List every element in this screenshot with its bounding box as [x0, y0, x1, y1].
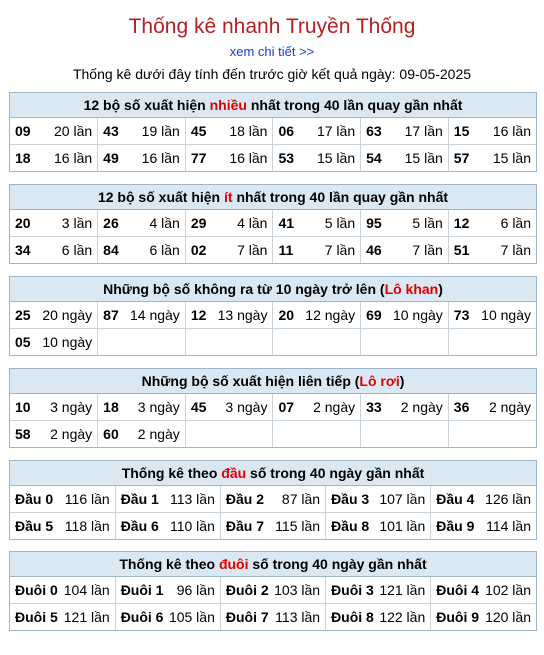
stat-key: 36 — [453, 399, 470, 415]
stat-cell — [98, 145, 186, 172]
stat-cell — [98, 118, 186, 145]
stats-section — [9, 368, 537, 448]
stat-value: 105 lần — [168, 609, 215, 625]
stat-cell — [10, 394, 98, 421]
stat-cell — [98, 421, 186, 448]
stat-value: 115 lần — [275, 518, 321, 534]
stat-value: 17 lần — [404, 123, 443, 139]
stat-cell — [273, 329, 361, 356]
stat-value: 3 ngày — [50, 399, 93, 415]
stat-key: 49 — [103, 150, 119, 166]
stat-key: Đuôi 2 — [225, 582, 269, 598]
stat-cell — [326, 486, 431, 513]
stat-key: 54 — [366, 150, 382, 166]
stat-key: Đầu 3 — [331, 491, 370, 507]
section-title-text: 12 bộ số xuất hiện — [97, 189, 224, 205]
stat-cell — [185, 421, 273, 448]
stat-value: 2 ngày — [400, 399, 443, 415]
stat-key: Đuôi 4 — [436, 582, 480, 598]
stat-value: 2 ngày — [313, 399, 356, 415]
stat-cell — [431, 486, 536, 513]
section-title-text: ) — [438, 281, 443, 297]
stat-value: 2 ngày — [488, 399, 531, 415]
stat-value: 104 lần — [63, 582, 110, 598]
stat-value: 20 ngày — [42, 307, 93, 323]
stat-cell — [115, 513, 220, 540]
stat-key: Đầu 7 — [225, 518, 264, 534]
section-title-text: 12 bộ số xuất hiện — [83, 97, 210, 113]
stat-key: Đuôi 8 — [331, 609, 374, 625]
stat-cell — [448, 421, 536, 448]
stat-value: 12 ngày — [305, 307, 356, 323]
page-title: Thống kê nhanh Truyền Thống — [128, 15, 416, 38]
stat-value: 96 lần — [176, 582, 215, 598]
stat-key: Đầu 0 — [15, 491, 54, 507]
stats-section — [9, 184, 537, 264]
stat-cell — [273, 421, 361, 448]
stat-cell — [185, 145, 273, 172]
stat-cell — [361, 394, 449, 421]
stat-value: 3 ngày — [137, 399, 180, 415]
stat-value: 121 lần — [379, 582, 426, 598]
stat-cell — [10, 210, 98, 237]
stat-key: Đầu 6 — [120, 518, 159, 534]
stat-cell — [448, 237, 536, 264]
stat-cell — [448, 118, 536, 145]
stat-key: 20 — [15, 215, 31, 231]
stat-value: 7 lần — [324, 242, 356, 258]
table-row — [10, 394, 536, 421]
section-title — [10, 369, 536, 394]
stat-value: 102 lần — [485, 582, 531, 598]
table-row — [10, 237, 536, 264]
stat-cell — [273, 237, 361, 264]
stat-key: 25 — [15, 307, 31, 323]
stat-key: Đầu 1 — [120, 491, 159, 507]
stat-cell — [98, 329, 186, 356]
stat-cell — [98, 210, 186, 237]
stats-section — [9, 551, 537, 631]
section-title-text: ) — [399, 373, 405, 389]
stat-value: 120 lần — [485, 609, 531, 625]
stat-key: 84 — [103, 242, 119, 258]
stat-value: 116 lần — [64, 491, 110, 507]
stat-key: Đuôi 6 — [120, 609, 164, 625]
stat-key: 15 — [453, 123, 470, 139]
stat-cell — [98, 237, 186, 264]
stat-value: 19 lần — [141, 123, 180, 139]
section-title — [10, 277, 536, 302]
stat-key: Đầu 5 — [15, 518, 54, 534]
stat-value: 5 lần — [324, 215, 356, 231]
section-title-highlight: Lô khan — [384, 281, 439, 297]
stat-cell — [361, 118, 449, 145]
stat-key: Đầu 9 — [436, 518, 475, 534]
stat-value: 103 lần — [274, 582, 321, 598]
stat-key: 43 — [103, 123, 119, 139]
stat-key: Đuôi 3 — [331, 582, 374, 598]
stat-key: 18 — [103, 399, 119, 415]
stat-key: 58 — [15, 426, 31, 442]
stat-cell — [115, 577, 220, 604]
stat-value: 107 lần — [379, 491, 426, 507]
stat-value: 2 ngày — [137, 426, 180, 442]
stat-cell — [326, 513, 431, 540]
stat-value: 20 lần — [54, 123, 93, 139]
stats-table — [10, 302, 536, 355]
stat-value: 10 ngày — [42, 334, 93, 350]
stat-key: 57 — [453, 150, 470, 166]
section-title — [10, 552, 536, 577]
stat-key: 20 — [278, 307, 295, 323]
stats-table — [10, 210, 536, 263]
stat-key: 46 — [366, 242, 382, 258]
page-header — [0, 14, 544, 83]
section-title-text: nhất trong 40 lần quay gần nhất — [232, 189, 449, 205]
stats-table — [10, 118, 536, 171]
section-title-text: Thống kê theo — [121, 465, 222, 481]
stat-cell — [98, 394, 186, 421]
stat-cell — [273, 118, 361, 145]
stat-value: 16 lần — [229, 150, 268, 166]
section-title-text: Những bộ số xuất hiện liên tiếp ( — [141, 373, 360, 389]
table-row — [10, 145, 536, 172]
stat-cell — [185, 118, 273, 145]
stat-key: 02 — [190, 242, 207, 258]
stat-cell — [361, 210, 449, 237]
table-row — [10, 118, 536, 145]
stat-cell — [185, 394, 273, 421]
stat-key: 33 — [366, 399, 382, 415]
stat-key: 34 — [15, 242, 31, 258]
stat-value: 10 ngày — [481, 307, 531, 323]
stat-cell — [361, 145, 449, 172]
stat-cell — [431, 513, 536, 540]
stat-value: 114 lần — [486, 518, 531, 534]
stat-cell — [10, 145, 98, 172]
page-subtitle: Thống kê dưới đây tính đến trước giờ kết quả ngày: 09-05-2025 — [72, 66, 472, 82]
stat-key: 45 — [190, 123, 207, 139]
section-title-highlight: đuôi — [218, 556, 249, 572]
stat-cell — [10, 421, 98, 448]
table-row — [10, 577, 536, 604]
stat-value: 17 lần — [316, 123, 356, 139]
table-row — [10, 486, 536, 513]
table-row — [10, 329, 536, 356]
stat-cell — [220, 486, 325, 513]
stat-cell — [10, 237, 98, 264]
table-row — [10, 302, 536, 329]
stat-cell — [10, 486, 115, 513]
stat-key: 63 — [366, 123, 382, 139]
stat-cell — [10, 118, 98, 145]
stat-value: 7 lần — [412, 242, 443, 258]
stat-key: Đầu 8 — [331, 518, 370, 534]
section-title-highlight: Lô rơi — [359, 373, 400, 389]
stat-value: 101 lần — [379, 518, 426, 534]
section-title-text: Những bộ số không ra từ 10 ngày trở lên ( — [103, 281, 385, 297]
table-row — [10, 210, 536, 237]
stat-cell — [185, 302, 273, 329]
stat-value: 13 ngày — [217, 307, 268, 323]
stat-value: 15 lần — [404, 150, 443, 166]
stat-value: 16 lần — [141, 150, 180, 166]
stat-key: 53 — [278, 150, 295, 166]
stat-cell — [273, 145, 361, 172]
stat-value: 6 lần — [61, 242, 93, 258]
stat-cell — [273, 210, 361, 237]
stat-key: 69 — [366, 307, 382, 323]
stat-cell — [273, 302, 361, 329]
stat-key: 77 — [190, 150, 207, 166]
section-title — [10, 185, 536, 210]
stat-cell — [273, 394, 361, 421]
stats-table — [10, 394, 536, 447]
stat-cell — [10, 513, 115, 540]
stat-cell — [361, 302, 449, 329]
stat-value: 113 lần — [275, 609, 321, 625]
stat-value: 3 lần — [61, 215, 93, 231]
stats-section — [9, 276, 537, 356]
stat-key: Đuôi 1 — [120, 582, 164, 598]
stat-value: 7 lần — [237, 242, 268, 258]
stat-cell — [10, 302, 98, 329]
stat-cell — [448, 394, 536, 421]
stat-value: 121 lần — [63, 609, 110, 625]
stat-value: 118 lần — [64, 518, 110, 534]
section-title-highlight: ít — [224, 189, 233, 205]
stat-value: 113 lần — [169, 491, 215, 507]
section-title-text: Thống kê theo — [119, 556, 219, 572]
stat-cell — [361, 421, 449, 448]
stat-cell — [185, 237, 273, 264]
stat-value: 6 lần — [500, 215, 531, 231]
stat-key: 09 — [15, 123, 31, 139]
stat-cell — [185, 329, 273, 356]
stat-value: 18 lần — [229, 123, 268, 139]
stat-cell — [326, 604, 431, 631]
stat-value: 10 ngày — [392, 307, 443, 323]
stat-key: 18 — [15, 150, 31, 166]
stat-value: 16 lần — [492, 123, 531, 139]
stat-value: 126 lần — [485, 491, 531, 507]
stats-table — [10, 486, 536, 539]
stat-cell — [115, 486, 220, 513]
section-title-highlight: nhiều — [209, 97, 247, 113]
table-row — [10, 604, 536, 631]
stat-cell — [431, 577, 536, 604]
stat-key: Đuôi 0 — [15, 582, 58, 598]
stat-cell — [98, 302, 186, 329]
stat-cell — [220, 604, 325, 631]
stat-cell — [448, 210, 536, 237]
stat-value: 87 lần — [281, 491, 321, 507]
stat-value: 15 lần — [316, 150, 356, 166]
stat-value: 6 lần — [149, 242, 180, 258]
section-title — [10, 461, 536, 486]
stat-key: Đầu 4 — [436, 491, 475, 507]
stat-cell — [10, 577, 115, 604]
stat-value: 7 lần — [500, 242, 531, 258]
stat-key: 29 — [190, 215, 207, 231]
stat-value: 122 lần — [379, 609, 426, 625]
stat-key: 06 — [278, 123, 295, 139]
stat-key: 12 — [190, 307, 207, 323]
stats-section — [9, 460, 537, 540]
stat-key: 07 — [278, 399, 295, 415]
stat-key: 87 — [103, 307, 119, 323]
stat-cell — [10, 604, 115, 631]
stat-key: 45 — [190, 399, 207, 415]
stat-key: 51 — [453, 242, 470, 258]
section-title-highlight: đầu — [221, 465, 247, 481]
stat-key: Đuôi 7 — [225, 609, 269, 625]
stat-key: 95 — [366, 215, 382, 231]
stat-cell — [448, 145, 536, 172]
section-title — [10, 93, 536, 118]
section-title-text: số trong 40 ngày gần nhất — [248, 556, 427, 572]
stat-cell — [431, 604, 536, 631]
stat-value: 4 lần — [149, 215, 180, 231]
stat-cell — [448, 329, 536, 356]
stats-section — [9, 92, 537, 172]
view-details-link[interactable]: xem chi tiết >> — [229, 44, 315, 59]
stat-cell — [326, 577, 431, 604]
stat-cell — [448, 302, 536, 329]
stat-cell — [10, 329, 98, 356]
stats-table — [10, 577, 536, 630]
stat-value: 5 lần — [412, 215, 443, 231]
stat-key: 26 — [103, 215, 119, 231]
stat-cell — [361, 329, 449, 356]
stat-key: 10 — [15, 399, 31, 415]
section-title-text: nhất trong 40 lần quay gần nhất — [246, 97, 463, 113]
stat-value: 16 lần — [54, 150, 93, 166]
stat-cell — [220, 577, 325, 604]
stat-cell — [115, 604, 220, 631]
stat-value: 4 lần — [237, 215, 268, 231]
table-row — [10, 513, 536, 540]
stat-key: 05 — [15, 334, 31, 350]
stat-cell — [220, 513, 325, 540]
stat-value: 2 ngày — [50, 426, 93, 442]
stat-cell — [361, 237, 449, 264]
table-row — [10, 421, 536, 448]
stat-value: 110 lần — [169, 518, 215, 534]
stat-key: 60 — [103, 426, 119, 442]
stat-key: Đuôi 9 — [436, 609, 480, 625]
stat-key: Đuôi 5 — [15, 609, 58, 625]
stat-key: 11 — [278, 242, 294, 258]
stat-cell — [185, 210, 273, 237]
stat-value: 15 lần — [492, 150, 531, 166]
section-title-text: số trong 40 ngày gần nhất — [246, 465, 425, 481]
stat-key: 41 — [278, 215, 295, 231]
stat-key: Đầu 2 — [225, 491, 264, 507]
stat-key: 12 — [453, 215, 470, 231]
stat-value: 3 ngày — [225, 399, 268, 415]
stat-key: 73 — [453, 307, 470, 323]
stat-value: 14 ngày — [129, 307, 180, 323]
